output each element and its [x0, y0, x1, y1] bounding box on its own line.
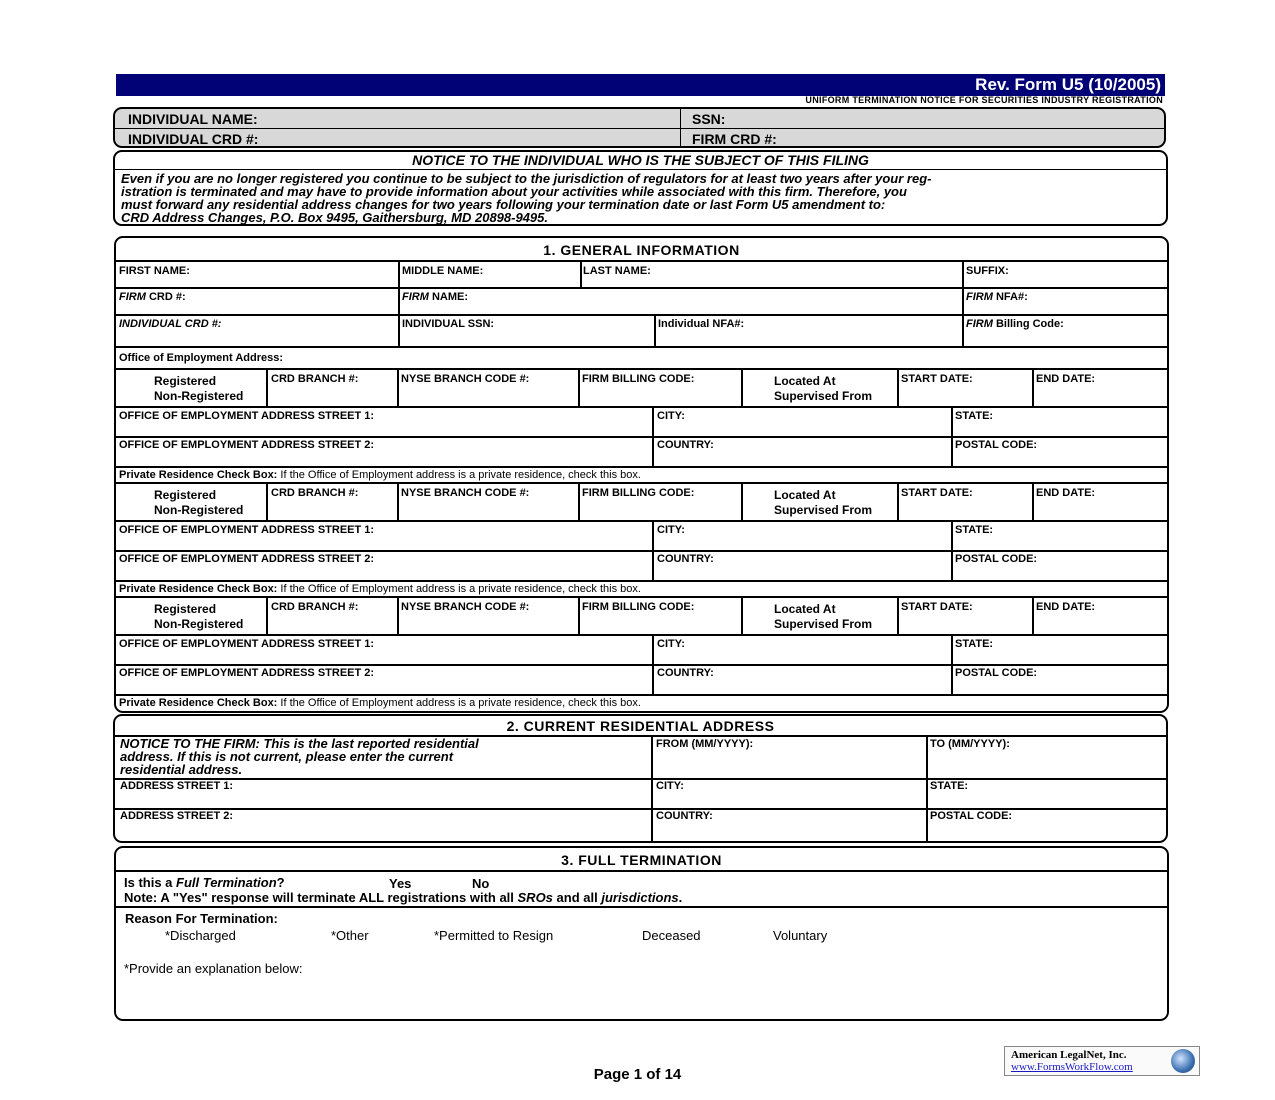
located-at-option[interactable]: Located At	[774, 488, 836, 502]
end-date-field[interactable]: END DATE:	[1036, 487, 1096, 499]
section3-title: 3. FULL TERMINATION	[561, 852, 722, 868]
firm-notice-line: residential address.	[120, 762, 243, 777]
ssn-field[interactable]: SSN:	[692, 111, 726, 127]
residential-city-field[interactable]: CITY:	[656, 780, 684, 792]
start-date-field[interactable]: START DATE:	[901, 373, 973, 385]
section2-title: 2. CURRENT RESIDENTIAL ADDRESS	[506, 718, 775, 734]
no-option[interactable]: No	[472, 876, 490, 891]
individual-crd-field[interactable]: INDIVIDUAL CRD #:	[128, 131, 259, 147]
notice-line: istration is terminated and may have to provide information about your activities while associated with this firm. Therefore, you	[121, 184, 907, 199]
firm-nfa-field[interactable]	[966, 291, 1028, 303]
office-street1-field[interactable]: OFFICE OF EMPLOYMENT ADDRESS STREET 1:	[119, 524, 375, 536]
address-street2-field[interactable]: ADDRESS STREET 2:	[120, 810, 234, 822]
office-postal-field[interactable]: POSTAL CODE:	[955, 553, 1038, 565]
firm-name-field[interactable]	[402, 291, 468, 303]
registered-option[interactable]: Registered	[154, 602, 217, 616]
start-date-field[interactable]: START DATE:	[901, 487, 973, 499]
office-street1-field[interactable]: OFFICE OF EMPLOYMENT ADDRESS STREET 1:	[119, 638, 375, 650]
section1-title: 1. GENERAL INFORMATION	[543, 242, 740, 258]
reason-voluntary[interactable]: Voluntary	[773, 928, 828, 943]
office-city-field[interactable]: CITY:	[657, 524, 685, 536]
residential-postal-field[interactable]: POSTAL CODE:	[930, 810, 1013, 822]
office-state-field[interactable]: STATE:	[955, 410, 994, 422]
middle-name-field[interactable]: MIDDLE NAME:	[402, 265, 484, 277]
firm-crd-field[interactable]: FIRM CRD #:	[692, 131, 777, 147]
non-registered-option[interactable]: Non-Registered	[154, 617, 244, 631]
reason-label: Reason For Termination:	[125, 911, 278, 926]
firm-billing-code-field[interactable]	[966, 318, 1064, 330]
individual-name-field[interactable]: INDIVIDUAL NAME:	[128, 111, 258, 127]
firm-crd-field-s1[interactable]	[119, 291, 186, 303]
residential-state-field[interactable]: STATE:	[930, 780, 969, 792]
address-street1-field[interactable]: ADDRESS STREET 1:	[120, 780, 234, 792]
firm-word: FIRM	[966, 291, 993, 303]
individual-crd-field-s1[interactable]: INDIVIDUAL CRD #:	[119, 318, 222, 330]
office-city-field[interactable]: CITY:	[657, 638, 685, 650]
firm-notice-line: NOTICE TO THE FIRM: This is the last reported residential	[120, 736, 479, 751]
non-registered-option[interactable]: Non-Registered	[154, 503, 244, 517]
office-state-field[interactable]: STATE:	[955, 638, 994, 650]
firm-word: FIRM	[402, 291, 429, 303]
office-street1-field[interactable]: OFFICE OF EMPLOYMENT ADDRESS STREET 1:	[119, 410, 375, 422]
notice-title: NOTICE TO THE INDIVIDUAL WHO IS THE SUBJECT OF THIS FILING	[115, 152, 1166, 170]
first-name-field[interactable]: FIRST NAME:	[119, 265, 190, 277]
yes-option[interactable]: Yes	[389, 876, 412, 891]
firm-billing-code-branch-field[interactable]: FIRM BILLING CODE:	[582, 373, 695, 385]
private-residence-checkbox[interactable]: Private Residence Check Box: If the Office of Employment address is a private residence, check this box.	[119, 583, 641, 595]
reason-discharged[interactable]: *Discharged	[165, 928, 236, 943]
logo-url[interactable]: www.FormsWorkFlow.com	[1011, 1061, 1133, 1073]
office-postal-field[interactable]: POSTAL CODE:	[955, 667, 1038, 679]
end-date-field[interactable]: END DATE:	[1036, 601, 1096, 613]
last-name-field[interactable]: LAST NAME:	[583, 265, 651, 277]
nyse-branch-code-field[interactable]: NYSE BRANCH CODE #:	[401, 601, 530, 613]
private-residence-checkbox[interactable]: Private Residence Check Box: If the Office of Employment address is a private residence, check this box.	[119, 469, 641, 481]
notice-body	[115, 170, 1166, 226]
firm-word: FIRM	[119, 291, 146, 303]
office-country-field[interactable]: COUNTRY:	[657, 553, 714, 565]
residential-country-field[interactable]: COUNTRY:	[656, 810, 713, 822]
office-state-field[interactable]: STATE:	[955, 524, 994, 536]
individual-ssn-field[interactable]: INDIVIDUAL SSN:	[402, 318, 495, 330]
crd-branch-field[interactable]: CRD BRANCH #:	[271, 487, 359, 499]
registered-option[interactable]: Registered	[154, 488, 217, 502]
full-termination-question: Is this a Full Termination?	[124, 875, 285, 890]
explanation-area[interactable]	[124, 978, 1159, 1016]
firm-crd-label: CRD #:	[145, 291, 186, 303]
nyse-branch-code-field[interactable]: NYSE BRANCH CODE #:	[401, 487, 530, 499]
office-street2-field[interactable]: OFFICE OF EMPLOYMENT ADDRESS STREET 2:	[119, 667, 375, 679]
supervised-from-option[interactable]: Supervised From	[774, 389, 873, 403]
termination-note: Note: A "Yes" response will terminate ALL registrations with all SROs and all jurisdictions.	[124, 890, 683, 905]
reason-other[interactable]: *Other	[331, 928, 369, 943]
logo-company: American LegalNet, Inc.	[1011, 1049, 1127, 1061]
notice-line: must forward any residential address changes for two years following your termination date or last Form U5 amendment to:	[121, 197, 886, 212]
notice-line: CRD Address Changes, P.O. Box 9495, Gaithersburg, MD 20898-9495.	[121, 210, 548, 225]
end-date-field[interactable]: END DATE:	[1036, 373, 1096, 385]
section-current-residential-address	[113, 714, 1168, 843]
section-general-information	[114, 236, 1169, 713]
to-date-field[interactable]: TO (MM/YYYY):	[930, 738, 1010, 750]
nyse-branch-code-field[interactable]: NYSE BRANCH CODE #:	[401, 373, 530, 385]
office-city-field[interactable]: CITY:	[657, 410, 685, 422]
crd-branch-field[interactable]: CRD BRANCH #:	[271, 373, 359, 385]
publisher-logo[interactable]	[1004, 1046, 1200, 1076]
explanation-label: *Provide an explanation below:	[124, 961, 303, 976]
notice-line: Even if you are no longer registered you continue to be subject to the jurisdiction of regulators for at least two years after your reg-	[121, 171, 932, 186]
office-country-field[interactable]: COUNTRY:	[657, 667, 714, 679]
firm-notice-line: address. If this is not current, please enter the current	[120, 749, 454, 764]
section-full-termination	[114, 846, 1169, 1021]
suffix-field[interactable]: SUFFIX:	[966, 265, 1009, 277]
office-postal-field[interactable]: POSTAL CODE:	[955, 439, 1038, 451]
globe-icon	[1171, 1049, 1195, 1073]
form-subtitle: UNIFORM TERMINATION NOTICE FOR SECURITIES INDUSTRY REGISTRATION	[805, 95, 1163, 105]
reason-permitted-to-resign[interactable]: *Permitted to Resign	[434, 928, 554, 943]
firm-billing-code-branch-field[interactable]: FIRM BILLING CODE:	[582, 601, 695, 613]
firm-name-label: NAME:	[428, 291, 468, 303]
firm-billing-label: Billing Code:	[992, 318, 1064, 330]
registered-option[interactable]: Registered	[154, 374, 217, 388]
reason-deceased[interactable]: Deceased	[642, 928, 701, 943]
office-address-label: Office of Employment Address:	[119, 352, 284, 364]
identity-box	[113, 107, 1166, 148]
individual-notice	[113, 150, 1168, 226]
private-residence-checkbox[interactable]: Private Residence Check Box: If the Office of Employment address is a private residence, check this box.	[119, 697, 641, 709]
individual-nfa-field[interactable]: Individual NFA#:	[658, 318, 745, 330]
form-revision: Rev. Form U5 (10/2005)	[975, 75, 1161, 94]
supervised-from-option[interactable]: Supervised From	[774, 503, 873, 517]
start-date-field[interactable]: START DATE:	[901, 601, 973, 613]
firm-nfa-label: NFA#:	[992, 291, 1028, 303]
supervised-from-option[interactable]: Supervised From	[774, 617, 873, 631]
firm-billing-code-branch-field[interactable]: FIRM BILLING CODE:	[582, 487, 695, 499]
non-registered-option[interactable]: Non-Registered	[154, 389, 244, 403]
located-at-option[interactable]: Located At	[774, 374, 836, 388]
from-date-field[interactable]: FROM (MM/YYYY):	[656, 738, 754, 750]
office-street2-field[interactable]: OFFICE OF EMPLOYMENT ADDRESS STREET 2:	[119, 439, 375, 451]
firm-notice	[120, 737, 479, 776]
firm-word: FIRM	[966, 318, 993, 330]
page-number: Page 1 of 14	[593, 1066, 682, 1083]
form-revision-bar	[116, 74, 1165, 96]
office-country-field[interactable]: COUNTRY:	[657, 439, 714, 451]
located-at-option[interactable]: Located At	[774, 602, 836, 616]
crd-branch-field[interactable]: CRD BRANCH #:	[271, 601, 359, 613]
office-street2-field[interactable]: OFFICE OF EMPLOYMENT ADDRESS STREET 2:	[119, 553, 375, 565]
